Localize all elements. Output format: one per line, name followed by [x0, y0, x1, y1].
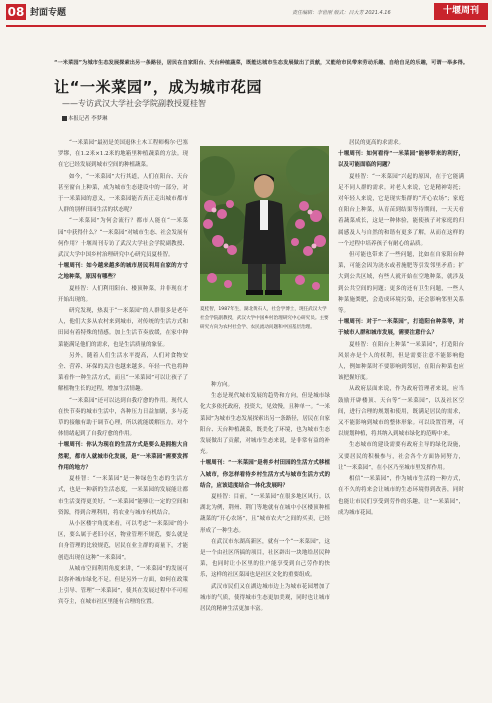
header-divider — [6, 25, 486, 27]
body-paragraph: 在武汉市东湖高新区，就有一个“一米菜园”，这是一个由社区所搞的项目，社区辟出一块地给居民种菜，也同时让小区里的住户能享受到自己劳作的快乐，这样的社区菜园也是社区文化的重要组成。 — [200, 538, 330, 579]
body-paragraph: 夏桂智：人们利用阳台、楼顶种菜，并非现在才开始出现的。 — [58, 285, 188, 303]
question-speaker: 十堰周刊： — [338, 319, 367, 326]
body-paragraph: 种方向。 — [211, 382, 234, 388]
article-column-1 — [58, 138, 188, 609]
article-column-2 — [200, 380, 330, 615]
question-text: 如今越来越多的城市居民利用自家的方寸之地种菜，原因有哪些？ — [58, 263, 188, 281]
question-text: 对于“一米菜园”，打造阳台种菜等，对于城市人群和城市发展，需要注意什么？ — [338, 319, 464, 337]
byline-text: 本报记者 李梦琳 — [68, 116, 108, 122]
lead-summary: “一米菜园”为城市生态发展探索出另一条路径，居民在自家阳台、天台种植蔬菜，既能达城市生态发展做出了贡献，又能给市民带来劳动乐趣、自给自足的乐趣，可谓一举多得。 — [54, 60, 469, 66]
question-speaker: 十堰周刊： — [58, 442, 87, 449]
interview-question — [338, 149, 464, 171]
byline — [62, 114, 107, 122]
body-paragraph: 相信“一米菜园”，作为城市生活的一种方式，在不久的将来会让城市的生态环境得到改善，同时也能让市民们享受到劳作的乐趣，让“一米菜园”，成为城市花园。 — [338, 476, 464, 516]
body-paragraph: 夏桂智：“一米菜园”是一种绿色生态的生活方式，也是一种新的生活态度，一米菜园的发展能让都市生活变得更美好。“一米菜园”能够让一定的空间和资源，得到合理利用，将农业与城市有机结合。 — [58, 476, 188, 516]
editor-credits: 责任编辑：李世刚 版式：吕大芳 2021.4.16 — [292, 10, 391, 16]
interview-question — [58, 440, 188, 474]
body-paragraph: 从政府层面来说，作为政府管理者来说，应当鼓励开辟楼顶、天台等“一米菜园”，以及社区空间，进行合理的规划和使用，既满足居民的需求，又不能影响到城市的整体形象。可以设置管理，可以规划种植，将其纳入到城市绿化的范畴中来。 — [338, 386, 464, 438]
question-text: “一米菜园”是将乡村田园的生活方式移植入城市，你怎样看待乡村生活方式与城市生活方式的结合，应该适度结合一体化发展吗？ — [200, 460, 330, 489]
interview-question — [58, 261, 188, 283]
question-speaker: 十堰周刊： — [58, 263, 87, 270]
article-headline: 让“一米菜园”，成为城市花园 — [54, 78, 263, 96]
interview-question — [200, 458, 330, 492]
body-paragraph: 如今，“一米菜园”大行其道，人们在阳台、天台甚至窗台上种菜，成为城市生态建设中的一部分，对于一米菜园的意义，一米菜园能否真正走出城市都市人群的别样田园生活的状态呢？ — [58, 173, 188, 214]
page-number: 08 — [7, 5, 25, 19]
body-paragraph: “一米菜园”为何会流行？都市人能在“一米菜园”中获得什么？“一米菜园”对城市生态、社会发展有何作用？十堰周刊专访了武汉大学社会学院副教授、武汉大学中国乡村治理研究中心研究员夏桂智。 — [58, 218, 188, 259]
article-subheadline: ——专访武汉大学社会学院副教授夏桂智 — [62, 99, 206, 108]
page-header — [0, 0, 492, 24]
body-paragraph: “一米菜园”还可以达到自我疗愈的作用。现代人在快节奏的城市生活中，各种压力日益加剧，多与花草的接触有助于调节心理，所以就能缓解压力。对个体情绪起到了自我疗愈的作用。 — [58, 397, 188, 438]
newspaper-name: 十堰周刊 — [434, 3, 488, 20]
body-paragraph: 居民的更高的求需求。 — [349, 140, 405, 146]
portrait-illustration — [200, 146, 329, 301]
body-paragraph: 夏桂智：目前，“一米菜园”在很多地区风行。以湖北为例，荆州、荆门等地就有在城中小区楼顶种植蔬菜的“开心农场”，且“城市农夫”之间的买卖，已经形成了一种生态。 — [200, 494, 330, 534]
body-paragraph: 研究发现，热衷于“一米菜园”的人群很多是老年人，他们大多从农村来到城市，对传统的生活方式和田园有着特殊的情感。加上生活节奏放缓，在家中种菜能满足他们的需求，也是生活质量的象征。 — [58, 308, 188, 348]
portrait-photo — [200, 146, 329, 301]
body-paragraph: 武汉市民们又在湖边城市边上为城市花园增加了城市的气质，使得城市生态更加美观，同时也让城市居民的精神生活更加丰富。 — [200, 583, 330, 613]
body-paragraph: 从小区楼宇角度来看，可以考虑“一米菜园”的小区，要么属于老旧小区，物业管理不规范，要么就是自身管理的比较规范，居民在业主群的商量下，才能创造出现在这种“一米菜园”。 — [58, 520, 188, 561]
interview-question — [338, 317, 464, 339]
question-speaker: 十堰周刊： — [200, 460, 229, 467]
question-speaker: 十堰周刊： — [338, 151, 367, 158]
question-text: 如何看待“一米菜园”能够带来的利好，以及可能面临的问题？ — [338, 151, 464, 169]
body-paragraph: 生态城市的建设需要有政府主导的绿化设施，又要居民的积极参与，社会各个方面协同努力，让“一米菜园”，在小区乃至城市里发挥作用。 — [338, 442, 464, 471]
body-paragraph: 夏桂智：“一米菜园”兴起的原因，在于它能满足不同人群的需求。对老人来说，它是精神寄托；对年轻人来说，它是现实集群的“开心农场”；家庭在阳台上种菜，从育苗到结果等待期间，一天天看着蔬菜成长，这是一种体验，能使孩子对家庭的归属感及人与自然的和谐有更多了解，从而在这样的一个过程中培养孩子有耐心的品质。 — [338, 173, 464, 247]
article-column-3 — [338, 138, 464, 519]
body-paragraph: 另外，随着人们生活水平提高，人们对食物安全、营养、环保的关注也越来越多。年轻一代也将种菜看作一种生活方式，而且“一米菜园”可以让孩子了解植物生长的过程，增加生活情趣。 — [58, 352, 188, 393]
body-paragraph: 从城市空间利用角度来讲，“一米菜园”的发展可以弥补城市绿化不足。但是另外一方面，如何在政策上引导、管理“一米菜园”，使其在发展过程中不可喧宾夺主，在城市社区里能有合理的位置。 — [58, 565, 188, 606]
body-paragraph: 夏桂智：在阳台上种菜“一米菜园”，打造阳台风景亦是个人的权利，但是需要注意不能影响他人，例如种菜时不要影响到邻居，在阳台种菜也应该把握好度。 — [338, 341, 464, 382]
question-text: 你认为现在的生活方式是要么是拥抱大自然呢，都市人就城市化发展，是“一米菜园”需要发挥作用的地方？ — [58, 442, 188, 471]
body-paragraph: “一米菜园”最初是美国退休土木工程师梅尔·巴塞罗缪，在1.2米×1.2米的地箱里种植蔬菜的方法。现在它已经发展到城市空间的种植蔬菜。 — [58, 140, 188, 169]
body-paragraph: 但可能也带来了一些问题，比如在自家阳台种菜，可能会因为浇水或者施肥等引发邻里矛盾；扩大到公共区域，有些人就开始在空地种菜，就涉及到公共空间的问题；更多的还有卫生问题，一些人种菜施粪肥，会造成环境污染，还会影响邻里关系等。 — [338, 252, 464, 315]
photo-caption: 夏桂智，1987年生，湖北黄石人，社会学博士，现任武汉大学社会学院副教授，武汉大学中国乡村治理研究中心研究员。主要研究方向为农村社会学、农民流动问题和中国基层治理。 — [200, 307, 329, 331]
section-title: 封面专题 — [30, 8, 67, 18]
byline-marker-icon — [62, 116, 67, 121]
body-paragraph: 生态是现代城市发展的趋势和方向，但是城市绿化大多依托政府，投资大，见效慢，且种单一。“一米菜园”为城市生态发展探索出另一条路径，居民在自家阳台、天台种植蔬菜，既美化了环境，也为城市生态发展做出了贡献，对城市生态来说，是非常有益的补充。 — [200, 393, 330, 456]
